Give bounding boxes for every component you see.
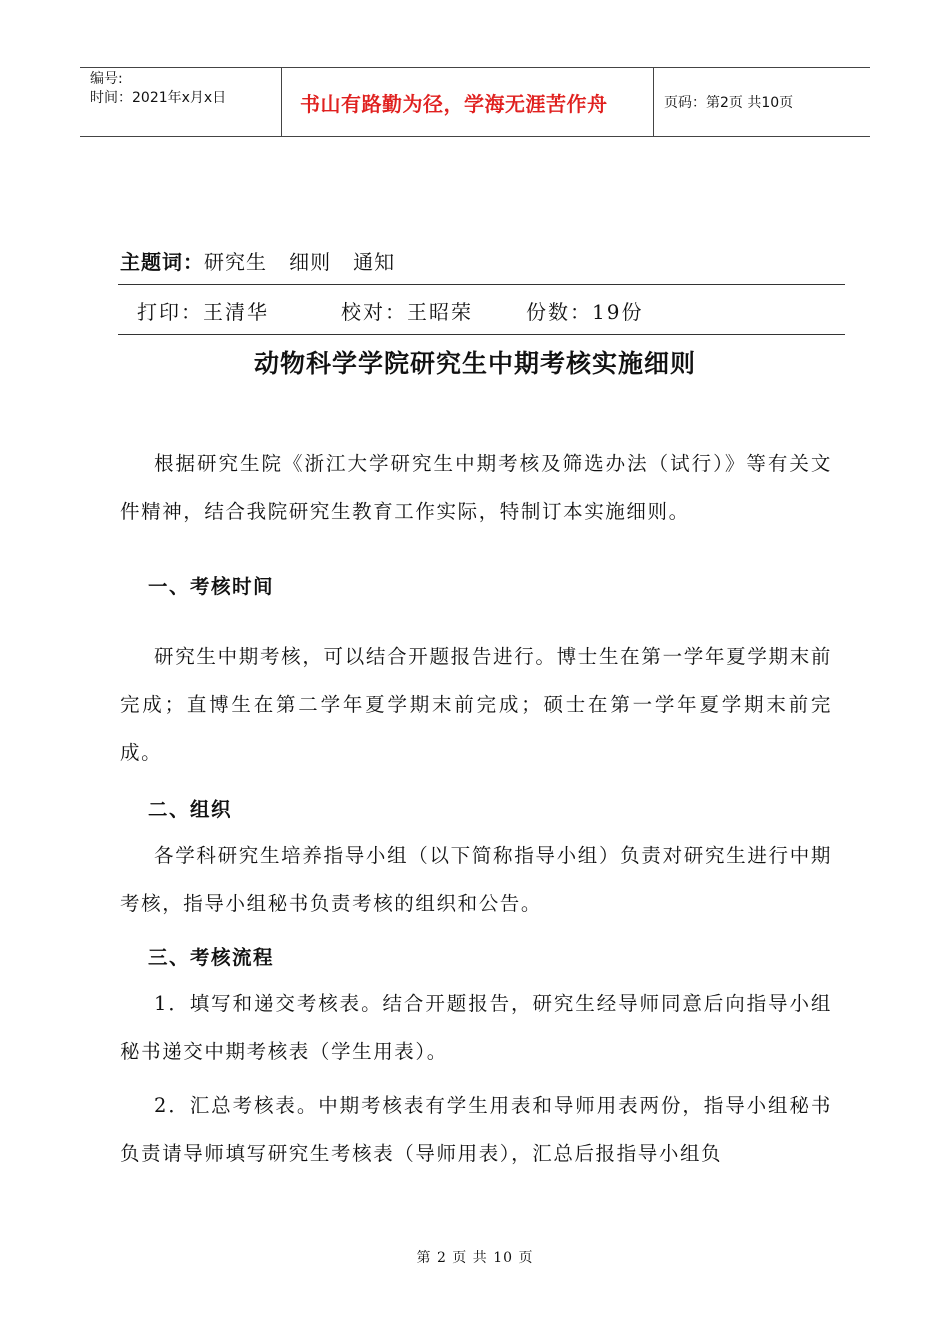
print-info	[137, 296, 643, 325]
page-footer: 第 2 页 共 10 页	[416, 1250, 534, 1266]
section-organization-text: 各学科研究生培养指导小组（以下简称指导小组）负责对研究生进行中期考核，指导小组秘书负责考核的组织和公告。	[120, 844, 832, 915]
number-label: 编号:	[90, 71, 123, 87]
process-step-1: 1．填写和递交考核表。结合开题报告，研究生经导师同意后向指导小组秘书递交中期考核表（学生用表）。	[120, 992, 832, 1063]
proofreader: 校对：王昭荣	[341, 300, 473, 324]
time-label: 时间：2021年x月x日	[90, 90, 227, 106]
subject-value: 研究生 细则 通知	[204, 250, 396, 274]
intro-paragraph: 根据研究生院《浙江大学研究生中期考核及筛选办法（试行）》等有关文件精神，结合我院研究生教育工作实际，特制订本实施细则。	[120, 452, 832, 523]
header-motto: 书山有路勤为径，学海无涯苦作舟	[281, 68, 654, 136]
page-header	[80, 67, 870, 137]
section-heading-time: 一、考核时间	[148, 575, 275, 598]
section-heading-organization: 二、组织	[148, 798, 233, 821]
copies: 份数：19份	[526, 300, 644, 324]
header-meta	[80, 68, 281, 136]
divider-bottom	[118, 334, 845, 335]
subject-words	[120, 246, 395, 275]
divider-top	[118, 284, 845, 285]
section-heading-process: 三、考核流程	[148, 946, 275, 969]
header-page-info: 页码：第2页 共10页	[664, 95, 794, 111]
subject-label: 主题词：	[120, 250, 204, 274]
process-step-2: 2．汇总考核表。中期考核表有学生用表和导师用表两份，指导小组秘书负责请导师填写研究生考核表（导师用表），汇总后报指导小组负	[120, 1094, 832, 1165]
printer: 打印：王清华	[137, 300, 269, 324]
document-title: 动物科学学院研究生中期考核实施细则	[253, 349, 696, 378]
section-time-text: 研究生中期考核，可以结合开题报告进行。博士生在第一学年夏学期末前完成；直博生在第二学年夏学期末前完成；硕士在第一学年夏学期末前完成。	[120, 645, 832, 764]
